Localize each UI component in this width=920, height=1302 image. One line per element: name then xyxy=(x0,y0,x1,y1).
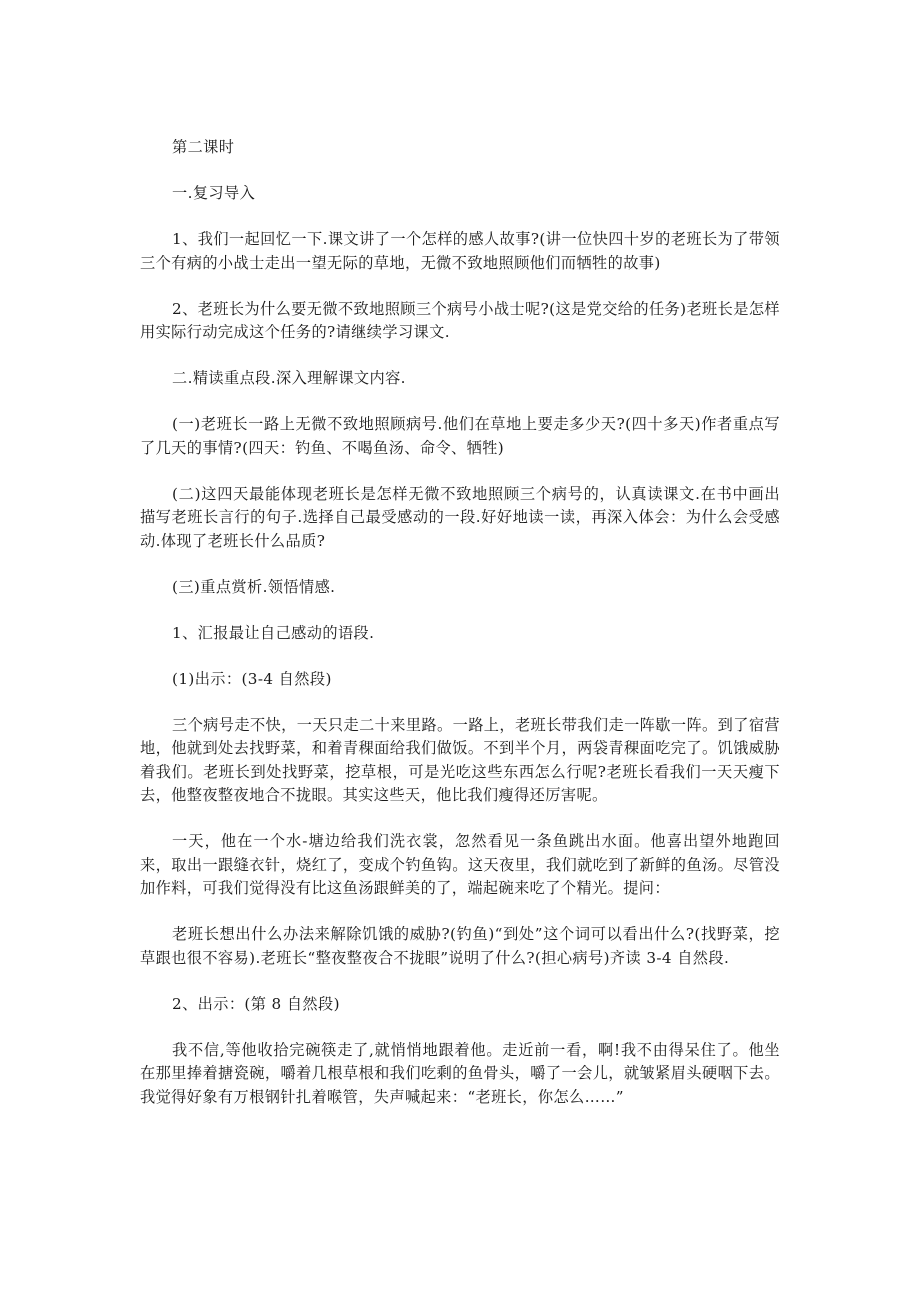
section-heading-close-reading: 二.精读重点段.深入理解课文内容. xyxy=(172,369,406,387)
excerpt-paragraph: 一天，他在一个水-塘边给我们洗衣裳，忽然看见一条鱼跳出水面。他喜出望外地跑回来，取出一跟缝衣针，烧红了，变成个钓鱼钩。这天夜里，我们就吃到了新鲜的鱼汤。尽管没加作料，可我们觉得没有比这鱼汤跟鲜美的了，端起碗来吃了个精光。提问： xyxy=(140,832,780,897)
excerpt-label: 2、出示：(第 8 自然段) xyxy=(172,994,340,1013)
subsection-heading: (三)重点赏析.领悟情感. xyxy=(172,577,336,596)
lesson-title: 第二课时 xyxy=(172,138,235,156)
excerpt-paragraph: 我不信,等他收拾完碗筷走了,就悄悄地跟着他。走近前一看，啊!我不由得呆住了。他坐在那里捧着搪瓷碗，嚼着几根草根和我们吃剩的鱼骨头，嚼了一会儿，就皱紧眉头硬咽下去。我觉得好象有万根钢针扎着喉管，失声喊起来：“老班长，你怎么……” xyxy=(140,1040,780,1106)
section-heading-review: 一.复习导入 xyxy=(172,184,256,202)
excerpt-label: (1)出示：(3-4 自然段) xyxy=(172,669,332,688)
question-paragraph: 老班长想出什么办法来解除饥饿的威胁?(钓鱼)“到处”这个词可以看出什么?(找野菜，挖草跟也很不容易).老班长“整夜整夜合不拢眼”说明了什么?(担心病号)齐读 3-4 自然段. xyxy=(140,925,780,967)
subsection-paragraph: (二)这四天最能体现老班长是怎样无微不致地照顾三个病号的，认真读课文.在书中画出描写老班长言行的句子.选择自己最受感动的一段.好好地读一读，再深入体会：为什么会受感动.体现了老班长什么品质? xyxy=(140,484,780,550)
question-paragraph: 1、我们一起回忆一下.课文讲了一个怎样的感人故事?(讲一位快四十岁的老班长为了带领三个有病的小战士走出一望无际的草地，无微不致地照顾他们而牺牲的故事) xyxy=(140,230,780,272)
excerpt-paragraph: 三个病号走不快，一天只走二十来里路。一路上，老班长带我们走一阵歇一阵。到了宿营地，他就到处去找野菜，和着青稞面给我们做饭。不到半个月，两袋青稞面吃完了。饥饿威胁着我们。老班长到处找野菜，挖草根，可是光吃这些东西怎么行呢?老班长看我们一天天瘦下去，他整夜整夜地合不拢眼。其实这些天，他比我们瘦得还厉害呢。 xyxy=(140,715,780,804)
document-page xyxy=(140,136,780,1132)
question-paragraph: 2、老班长为什么要无微不致地照顾三个病号小战士呢?(这是党交给的任务)老班长是怎样用实际行动完成这个任务的?请继续学习课文. xyxy=(140,299,780,341)
activity-item: 1、汇报最让自己感动的语段. xyxy=(172,623,375,642)
subsection-paragraph: (一)老班长一路上无微不致地照顾病号.他们在草地上要走多少天?(四十多天)作者重点写了几天的事情?(四天：钓鱼、不喝鱼汤、命令、牺牲) xyxy=(140,415,780,457)
